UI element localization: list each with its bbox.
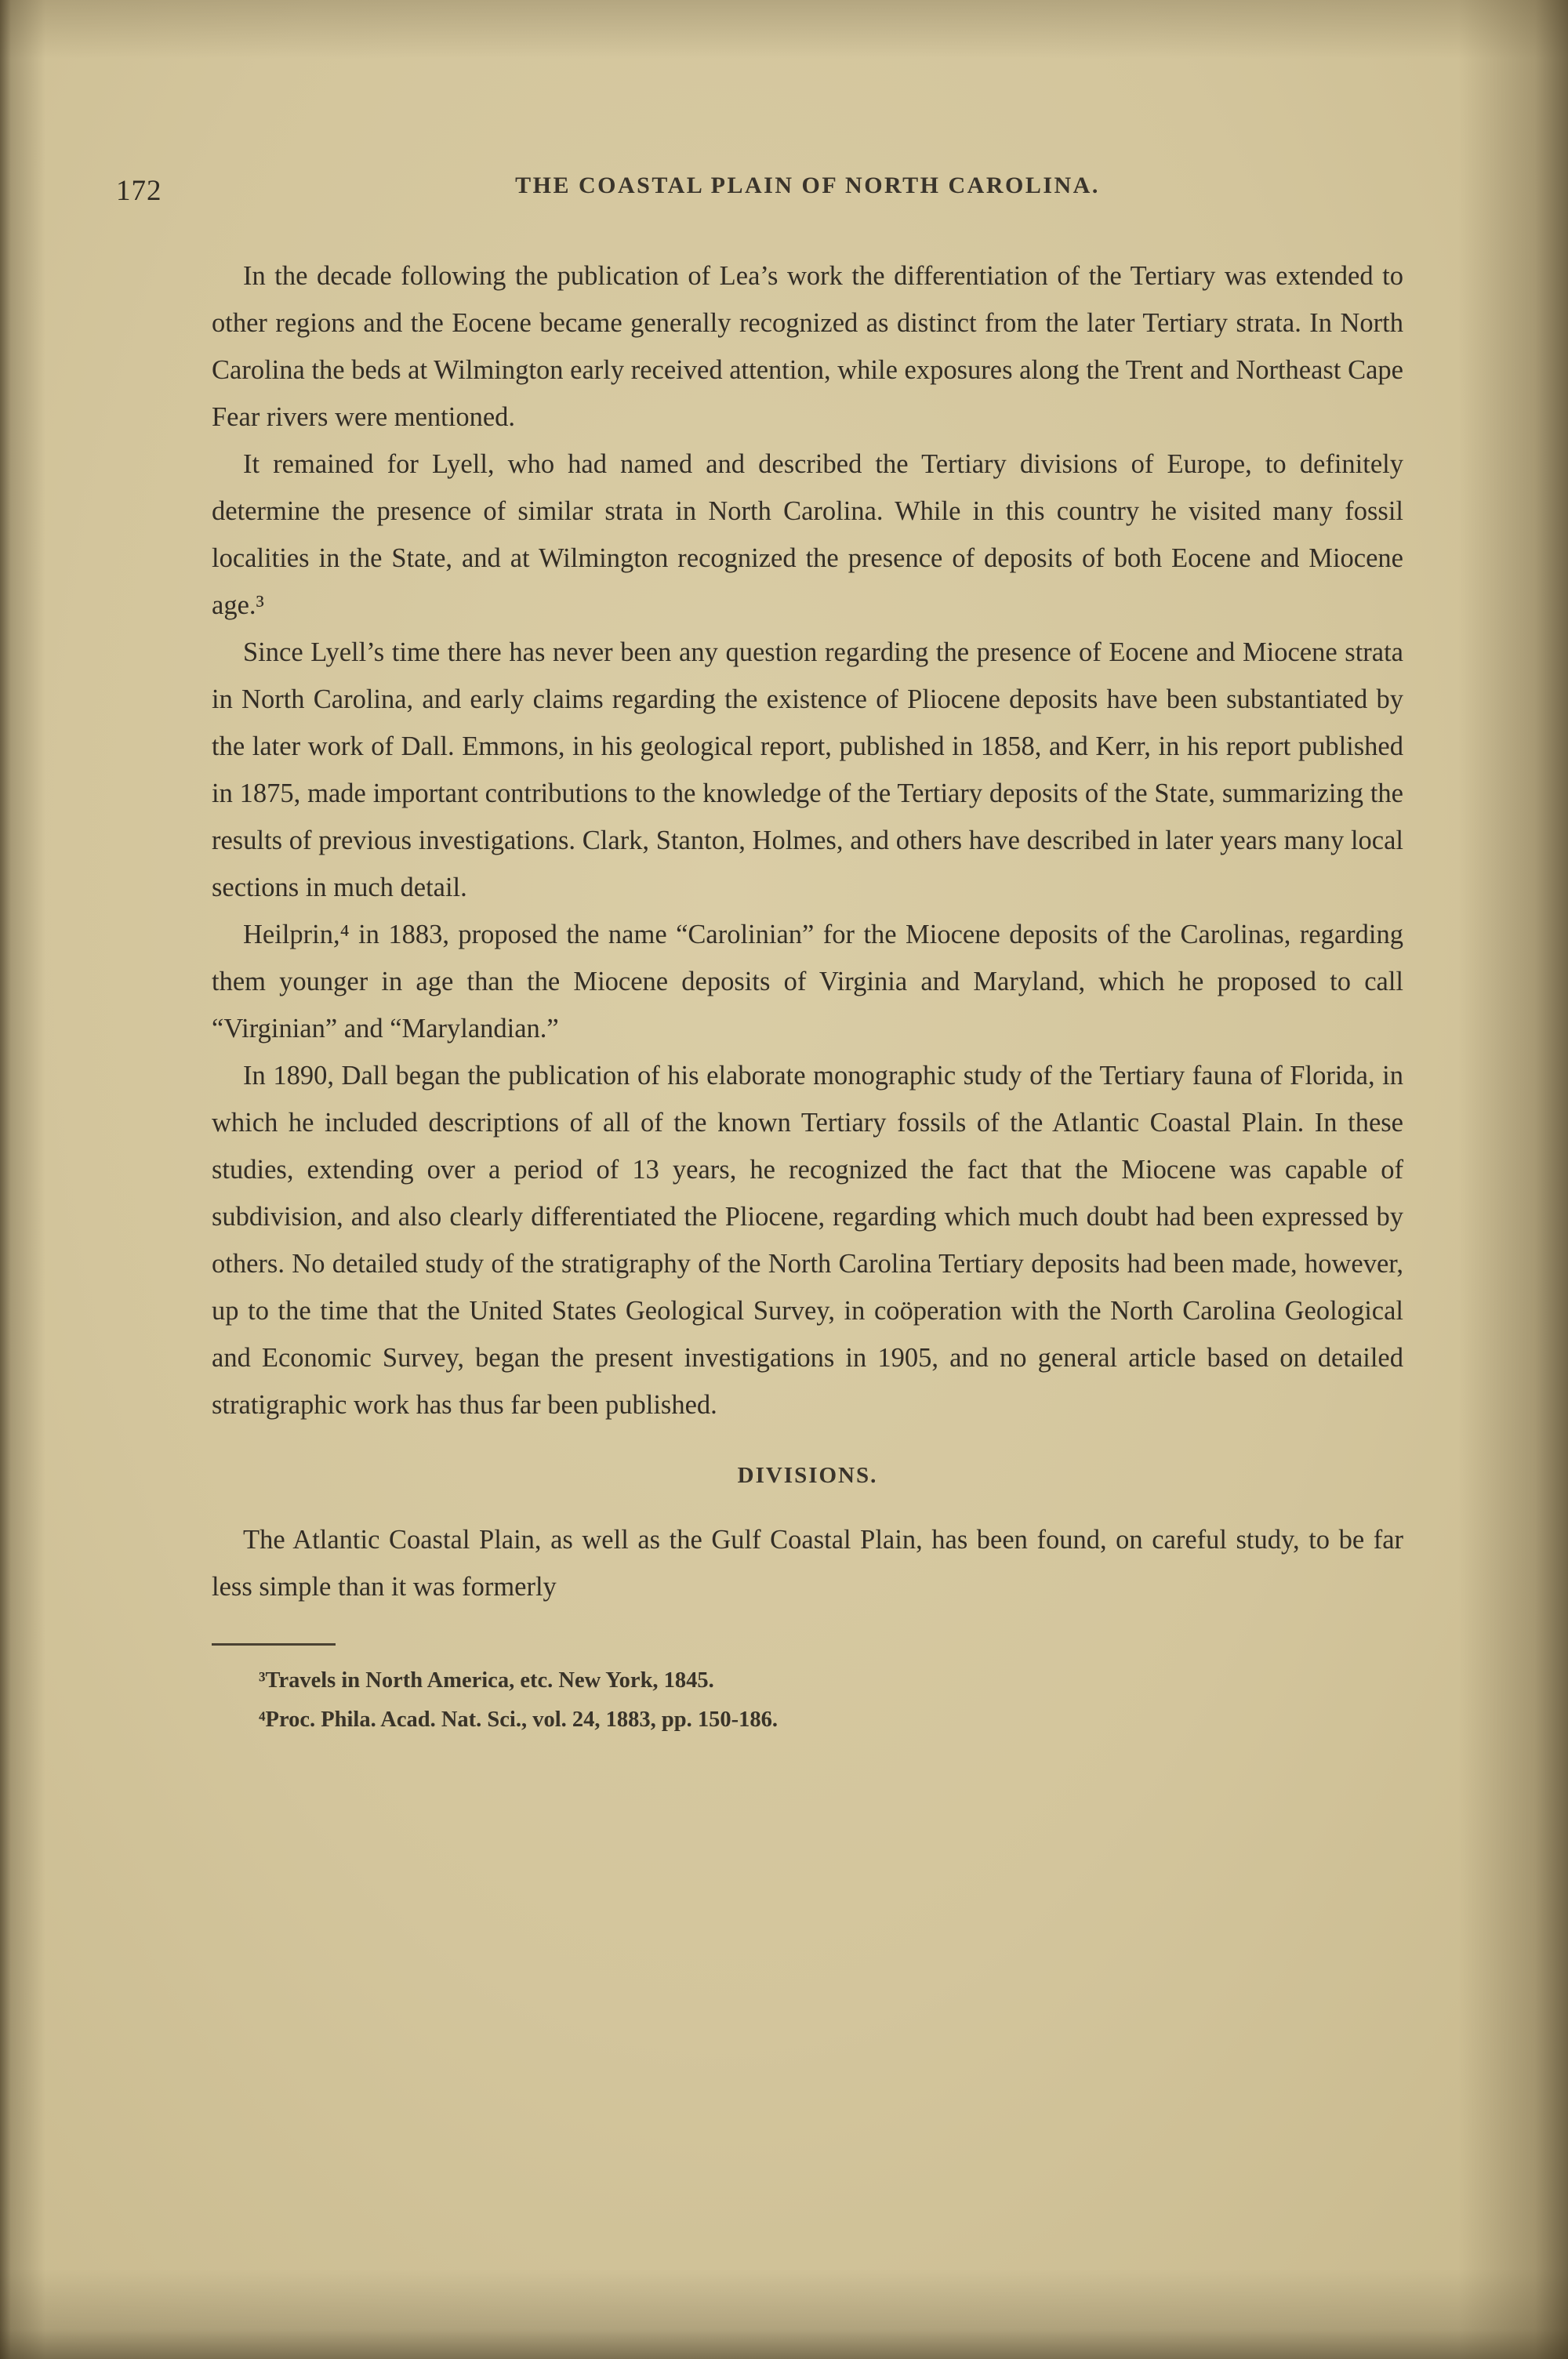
footnote-divider	[212, 1643, 336, 1646]
paragraph-4: Heilprin,⁴ in 1883, proposed the name “Carolinian” for the Miocene deposits of the Carolinas, regarding them younger in age than the Miocene deposits of Virginia and Maryland, which he proposed to call “Virginian” and “Marylandian.”	[212, 920, 1403, 1043]
paragraph-3: Since Lyell’s time there has never been any question regarding the presence of Eocene and Miocene strata in North Carolina, and early claims regarding the existence of Pliocene deposits have been substantiated by the later work of Dall. Emmons, in his geological report, published in 1858, and Kerr, in his report published in 1875, made important contributions to the knowledge of the Tertiary deposits of the State, summarizing the results of previous investigations. Clark, Stanton, Holmes, and others have described in later years many local sections in much detail.	[212, 637, 1403, 902]
page-body	[212, 252, 1403, 1740]
page-header	[116, 172, 1403, 212]
paragraph-6: The Atlantic Coastal Plain, as well as the Gulf Coastal Plain, has been found, on careful study, to be far less simple than it was formerly	[212, 1525, 1403, 1602]
page-number: 172	[116, 175, 162, 207]
section-heading-divisions: DIVISIONS.	[737, 1463, 878, 1488]
paragraph-5: In 1890, Dall began the publication of his elaborate monographic study of the Tertiary fauna of Florida, in which he included descriptions of all of the known Tertiary fossils of the Atlantic Coastal Plain. In these studies, extending over a period of 13 years, he recognized the fact that the Miocene was capable of subdivision, and also clearly differentiated the Pliocene, regarding which much doubt had been expressed by others. No detailed study of the stratigraphy of the North Carolina Tertiary deposits had been made, however, up to the time that the United States Geological Survey, in coöperation with the North Carolina Geological and Economic Survey, began the present investigations in 1905, and no general article based on detailed stratigraphic work has thus far been published.	[212, 1061, 1403, 1420]
footnote-4: ⁴Proc. Phila. Acad. Nat. Sci., vol. 24, 1883, pp. 150-186.	[259, 1708, 778, 1732]
footnote-3: ³Travels in North America, etc. New York, 1845.	[259, 1668, 714, 1693]
running-header-title: THE COASTAL PLAIN OF NORTH CAROLINA.	[515, 172, 1100, 198]
paragraph-1: In the decade following the publication of Lea’s work the differentiation of the Tertiary was extended to other regions and the Eocene became generally recognized as distinct from the later Tertiary strata. In North Carolina the beds at Wilmington early received attention, while exposures along the Trent and Northeast Cape Fear rivers were mentioned.	[212, 261, 1403, 432]
paragraph-2: It remained for Lyell, who had named and described the Tertiary divisions of Europe, to definitely determine the presence of similar strata in North Carolina. While in this country he visited many fossil localities in the State, and at Wilmington recognized the presence of deposits of both Eocene and Miocene age.³	[212, 449, 1403, 620]
